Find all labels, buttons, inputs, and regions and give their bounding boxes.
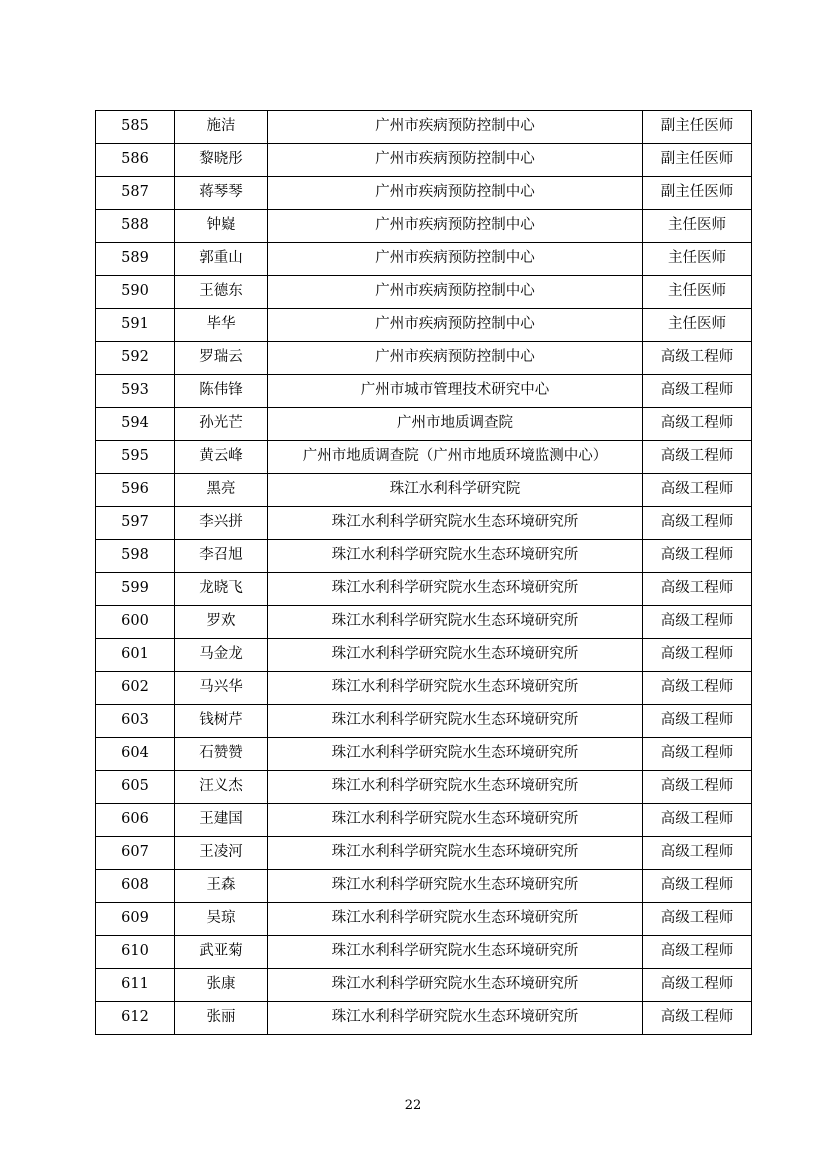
cell-name: 施洁 [175, 111, 268, 144]
cell-organization: 珠江水利科学研究院水生态环境研究所 [268, 771, 643, 804]
cell-name: 张康 [175, 969, 268, 1002]
cell-organization: 珠江水利科学研究院水生态环境研究所 [268, 738, 643, 771]
cell-organization: 珠江水利科学研究院水生态环境研究所 [268, 606, 643, 639]
cell-title: 副主任医师 [643, 177, 752, 210]
cell-name: 石赞赞 [175, 738, 268, 771]
cell-organization: 珠江水利科学研究院水生态环境研究所 [268, 804, 643, 837]
cell-number: 597 [96, 507, 175, 540]
cell-title: 高级工程师 [643, 837, 752, 870]
cell-title: 高级工程师 [643, 936, 752, 969]
table-row [96, 837, 752, 870]
cell-name: 黑亮 [175, 474, 268, 507]
cell-organization: 珠江水利科学研究院水生态环境研究所 [268, 870, 643, 903]
cell-number: 594 [96, 408, 175, 441]
cell-name: 李召旭 [175, 540, 268, 573]
cell-title: 高级工程师 [643, 672, 752, 705]
table-row [96, 870, 752, 903]
cell-number: 607 [96, 837, 175, 870]
cell-title: 高级工程师 [643, 441, 752, 474]
cell-number: 603 [96, 705, 175, 738]
cell-name: 李兴拼 [175, 507, 268, 540]
cell-number: 611 [96, 969, 175, 1002]
cell-organization: 珠江水利科学研究院水生态环境研究所 [268, 837, 643, 870]
cell-name: 罗瑞云 [175, 342, 268, 375]
cell-name: 龙晓飞 [175, 573, 268, 606]
cell-number: 585 [96, 111, 175, 144]
cell-number: 608 [96, 870, 175, 903]
cell-title: 副主任医师 [643, 111, 752, 144]
cell-number: 605 [96, 771, 175, 804]
cell-organization: 广州市疾病预防控制中心 [268, 276, 643, 309]
cell-name: 黄云峰 [175, 441, 268, 474]
cell-title: 高级工程师 [643, 870, 752, 903]
cell-number: 590 [96, 276, 175, 309]
table-row [96, 705, 752, 738]
cell-title: 高级工程师 [643, 639, 752, 672]
cell-title: 主任医师 [643, 276, 752, 309]
cell-organization: 珠江水利科学研究院水生态环境研究所 [268, 573, 643, 606]
cell-number: 601 [96, 639, 175, 672]
cell-number: 592 [96, 342, 175, 375]
cell-name: 陈伟锋 [175, 375, 268, 408]
cell-name: 王德东 [175, 276, 268, 309]
cell-name: 罗欢 [175, 606, 268, 639]
cell-title: 高级工程师 [643, 903, 752, 936]
cell-name: 蒋琴琴 [175, 177, 268, 210]
cell-title: 高级工程师 [643, 738, 752, 771]
cell-organization: 广州市疾病预防控制中心 [268, 177, 643, 210]
table-row [96, 276, 752, 309]
page-number: 22 [404, 1098, 422, 1113]
cell-title: 主任医师 [643, 210, 752, 243]
table-row [96, 969, 752, 1002]
table-row [96, 507, 752, 540]
cell-organization: 广州市地质调查院（广州市地质环境监测中心） [268, 441, 643, 474]
cell-organization: 珠江水利科学研究院水生态环境研究所 [268, 639, 643, 672]
cell-name: 王森 [175, 870, 268, 903]
cell-number: 587 [96, 177, 175, 210]
cell-number: 593 [96, 375, 175, 408]
cell-name: 马兴华 [175, 672, 268, 705]
table-row [96, 342, 752, 375]
cell-number: 598 [96, 540, 175, 573]
table-row [96, 243, 752, 276]
cell-title: 高级工程师 [643, 804, 752, 837]
cell-number: 600 [96, 606, 175, 639]
cell-name: 武亚菊 [175, 936, 268, 969]
cell-number: 612 [96, 1002, 175, 1035]
cell-title: 副主任医师 [643, 144, 752, 177]
table-row [96, 771, 752, 804]
cell-title: 高级工程师 [643, 507, 752, 540]
cell-number: 599 [96, 573, 175, 606]
cell-organization: 珠江水利科学研究院水生态环境研究所 [268, 936, 643, 969]
cell-title: 高级工程师 [643, 705, 752, 738]
cell-organization: 珠江水利科学研究院水生态环境研究所 [268, 705, 643, 738]
table-row [96, 936, 752, 969]
cell-number: 595 [96, 441, 175, 474]
cell-number: 610 [96, 936, 175, 969]
cell-title: 主任医师 [643, 243, 752, 276]
cell-title: 高级工程师 [643, 540, 752, 573]
cell-organization: 广州市疾病预防控制中心 [268, 342, 643, 375]
cell-name: 郭重山 [175, 243, 268, 276]
cell-title: 高级工程师 [643, 1002, 752, 1035]
table-row [96, 804, 752, 837]
cell-number: 604 [96, 738, 175, 771]
table-row [96, 408, 752, 441]
cell-name: 吴琼 [175, 903, 268, 936]
table-row [96, 639, 752, 672]
cell-name: 孙光芒 [175, 408, 268, 441]
table-row [96, 177, 752, 210]
cell-name: 王建国 [175, 804, 268, 837]
table-row [96, 441, 752, 474]
cell-organization: 珠江水利科学研究院水生态环境研究所 [268, 969, 643, 1002]
cell-name: 马金龙 [175, 639, 268, 672]
cell-organization: 珠江水利科学研究院水生态环境研究所 [268, 540, 643, 573]
cell-name: 王凌河 [175, 837, 268, 870]
table-row [96, 474, 752, 507]
cell-number: 588 [96, 210, 175, 243]
cell-title: 高级工程师 [643, 408, 752, 441]
table-row [96, 738, 752, 771]
cell-title: 高级工程师 [643, 342, 752, 375]
cell-organization: 广州市疾病预防控制中心 [268, 210, 643, 243]
cell-title: 高级工程师 [643, 375, 752, 408]
table-row [96, 210, 752, 243]
table-row [96, 111, 752, 144]
cell-title: 主任医师 [643, 309, 752, 342]
table-row [96, 573, 752, 606]
table-row [96, 1002, 752, 1035]
cell-organization: 珠江水利科学研究院水生态环境研究所 [268, 903, 643, 936]
table-row [96, 540, 752, 573]
cell-organization: 珠江水利科学研究院 [268, 474, 643, 507]
cell-number: 606 [96, 804, 175, 837]
table-row [96, 606, 752, 639]
cell-name: 钱树芹 [175, 705, 268, 738]
cell-organization: 珠江水利科学研究院水生态环境研究所 [268, 672, 643, 705]
cell-name: 张丽 [175, 1002, 268, 1035]
cell-organization: 广州市疾病预防控制中心 [268, 111, 643, 144]
cell-name: 毕华 [175, 309, 268, 342]
cell-title: 高级工程师 [643, 969, 752, 1002]
cell-title: 高级工程师 [643, 606, 752, 639]
cell-number: 589 [96, 243, 175, 276]
cell-organization: 广州市地质调查院 [268, 408, 643, 441]
cell-name: 钟嶷 [175, 210, 268, 243]
cell-number: 586 [96, 144, 175, 177]
cell-title: 高级工程师 [643, 573, 752, 606]
cell-organization: 珠江水利科学研究院水生态环境研究所 [268, 507, 643, 540]
cell-organization: 广州市疾病预防控制中心 [268, 309, 643, 342]
table-row [96, 903, 752, 936]
cell-name: 黎晓彤 [175, 144, 268, 177]
cell-title: 高级工程师 [643, 474, 752, 507]
table-row [96, 375, 752, 408]
table-row [96, 144, 752, 177]
cell-name: 汪义杰 [175, 771, 268, 804]
cell-organization: 广州市疾病预防控制中心 [268, 144, 643, 177]
qualification-roster-table [95, 110, 752, 1035]
cell-organization: 珠江水利科学研究院水生态环境研究所 [268, 1002, 643, 1035]
table-row [96, 672, 752, 705]
cell-number: 591 [96, 309, 175, 342]
cell-number: 602 [96, 672, 175, 705]
cell-number: 609 [96, 903, 175, 936]
cell-title: 高级工程师 [643, 771, 752, 804]
cell-number: 596 [96, 474, 175, 507]
cell-organization: 广州市疾病预防控制中心 [268, 243, 643, 276]
table-row [96, 309, 752, 342]
table-body [96, 111, 752, 1035]
cell-organization: 广州市城市管理技术研究中心 [268, 375, 643, 408]
